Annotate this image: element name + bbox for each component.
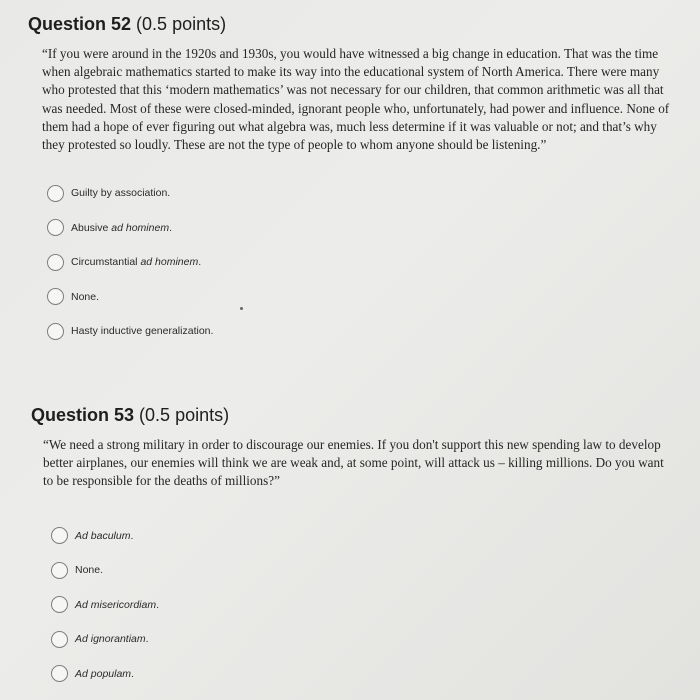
option-label[interactable]: Ad baculum. [75, 529, 134, 542]
option-label[interactable]: None. [75, 564, 104, 577]
answer-option[interactable] [51, 519, 700, 554]
radio-button[interactable] [47, 185, 64, 202]
answer-option[interactable] [51, 588, 700, 623]
option-label[interactable]: Ad ignorantiam. [75, 633, 149, 646]
radio-button[interactable] [51, 527, 68, 544]
answer-option[interactable] [47, 314, 700, 349]
radio-button[interactable] [51, 596, 68, 613]
question-points: (0.5 points) [136, 14, 227, 34]
option-label[interactable]: Circumstantial ad hominem. [71, 256, 202, 269]
radio-button[interactable] [51, 562, 68, 579]
radio-button[interactable] [47, 288, 64, 305]
question-title: Question 53 [31, 405, 135, 425]
radio-button[interactable] [51, 665, 68, 682]
answer-option[interactable] [47, 176, 700, 211]
question-53 [0, 405, 700, 691]
answer-option[interactable] [51, 657, 700, 692]
question-text: “If you were around in the 1920s and 1930s, you would have witnessed a big change in education. That was the time when algebraic mathematics started to make its way into the educational system of North America. There were many who protested that this ‘modern mathematics’ was not necessary for our children, that common arithmetic was all that was needed. Most of these were closed-minded, ignorant people who, unfortunately, had power and influence. None of them had a hope of ever figuring out what algebra was, much less determine if it was valuable or not; and that’s why they protested so loudly. These are not the type of people to whom anyone should be listening.” [42, 46, 670, 153]
answer-option[interactable] [47, 245, 700, 280]
answer-options [51, 519, 700, 692]
answer-option[interactable] [47, 280, 700, 315]
radio-button[interactable] [51, 631, 68, 648]
option-label[interactable]: None. [71, 290, 100, 303]
answer-option[interactable] [51, 622, 700, 657]
question-text: “We need a strong military in order to discourage our enemies. If you don't support this new spending law to develop better airplanes, our enemies will think we are weak and, at some point, will attack us – killing millions. Do you want to be responsible for the deaths of millions?” [43, 437, 664, 489]
radio-button[interactable] [47, 219, 64, 236]
option-label[interactable]: Ad misericordiam. [75, 598, 160, 611]
option-label[interactable]: Ad populam. [75, 667, 134, 680]
option-label[interactable]: Abusive ad hominem. [71, 221, 172, 234]
radio-button[interactable] [47, 254, 64, 271]
answer-option[interactable] [47, 211, 700, 246]
mouse-cursor-dot [240, 307, 243, 310]
answer-options [47, 176, 700, 349]
question-header [28, 14, 700, 35]
answer-option[interactable] [51, 553, 700, 588]
option-label[interactable]: Guilty by association. [71, 187, 171, 200]
radio-button[interactable] [47, 323, 64, 340]
question-header [31, 405, 700, 426]
question-points: (0.5 points) [139, 405, 230, 425]
option-label[interactable]: Hasty inductive generalization. [71, 325, 214, 338]
question-title: Question 52 [28, 14, 132, 34]
question-52 [0, 14, 700, 349]
